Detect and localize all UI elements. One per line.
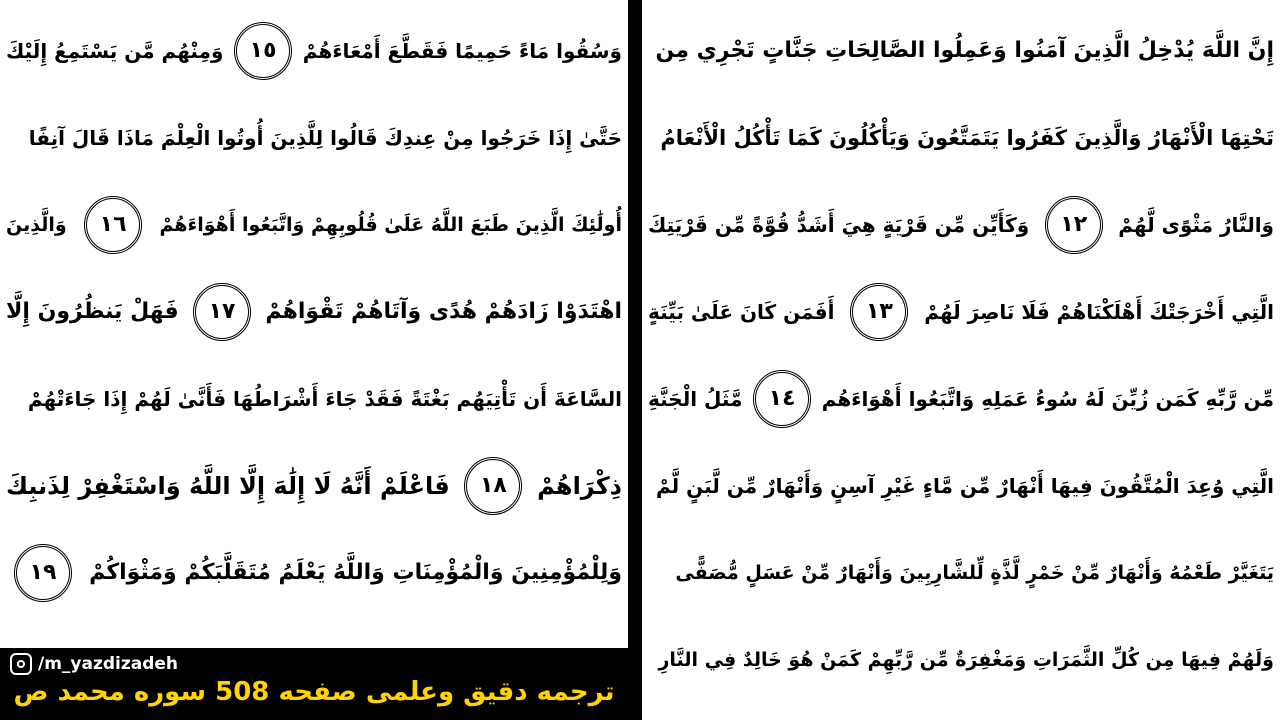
translation-caption: ترجمه دقیق وعلمی صفحه 508 سوره محمد ص [13, 677, 615, 707]
verse-line [6, 99, 622, 177]
verse-text: حَتَّىٰ إِذَا خَرَجُوا مِنْ عِندِكَ قَالُوا لِلَّذِينَ أُوتُوا الْعِلْمَ مَاذَا قَالَ آنِفًا [28, 126, 622, 150]
verse-text: أَفَمَن كَانَ عَلَىٰ بَيِّنَةٍ [648, 300, 835, 324]
verse-text: اهْتَدَوْا زَادَهُمْ هُدًى وَآتَاهُمْ تَقْوَاهُمْ [265, 299, 622, 324]
ayah-number-marker: ١٤ [753, 370, 811, 428]
ayah-number-marker: ١٣ [850, 283, 908, 341]
verse-line [6, 273, 622, 351]
verse-text: الَّتِي وُعِدَ الْمُتَّقُونَ فِيهَا أَنْهَارٌ مِّن مَّاءٍ غَيْرِ آسِنٍ وَأَنْهَارٌ مِّن لَّبَنٍ لَّمْ [655, 474, 1274, 498]
verse-line [6, 447, 622, 525]
verse-line [648, 273, 1274, 351]
verse-text: تَحْتِهَا الْأَنْهَارُ وَالَّذِينَ كَفَرُوا يَتَمَتَّعُونَ وَيَأْكُلُونَ كَمَا تَأْكُلُ الْأَنْعَامُ [660, 125, 1274, 150]
verse-text: إِنَّ اللَّهَ يُدْخِلُ الَّذِينَ آمَنُوا وَعَمِلُوا الصَّالِحَاتِ جَنَّاتٍ تَجْرِي مِن [655, 38, 1274, 63]
verse-text: ذِكْرَاهُمْ [537, 472, 622, 500]
quran-page-left [0, 0, 628, 648]
verse-line [648, 99, 1274, 177]
quran-page-right [642, 0, 1280, 720]
verse-line [6, 360, 622, 438]
verse-line [648, 447, 1274, 525]
verse-text: وَلَهُمْ فِيهَا مِن كُلِّ الثَّمَرَاتِ وَمَغْفِرَةٌ مِّن رَّبِّهِمْ كَمَنْ هُوَ خَالِدٌ فِي النَّارِ [658, 648, 1274, 671]
ayah-number-marker: ١٩ [14, 544, 72, 602]
verse-line [648, 12, 1274, 90]
verse-text: مِّن رَّبِّهِ كَمَن زُيِّنَ لَهُ سُوءُ عَمَلِهِ وَاتَّبَعُوا أَهْوَاءَهُم [821, 387, 1274, 411]
ayah-number-marker: ١٥ [234, 22, 292, 80]
verse-text: وَلِلْمُؤْمِنِينَ وَالْمُؤْمِنَاتِ وَاللَّهُ يَعْلَمُ مُتَقَلَّبَكُمْ وَمَثْوَاكُمْ [89, 560, 622, 585]
verse-text: وَمِنْهُم مَّن يَسْتَمِعُ إِلَيْكَ [6, 39, 224, 63]
ayah-number-marker: ١٨ [464, 457, 522, 515]
verse-text: الَّتِي أَخْرَجَتْكَ أَهْلَكْنَاهُمْ فَلَا نَاصِرَ لَهُمْ [924, 300, 1274, 324]
verse-text: وَالَّذِينَ [6, 213, 67, 236]
ayah-number-marker: ١٧ [193, 283, 251, 341]
verse-line [648, 534, 1274, 612]
verse-text: وَالنَّارُ مَثْوًى لَّهُمْ [1118, 213, 1274, 237]
verse-line [6, 186, 622, 264]
verse-text: فَهَلْ يَنظُرُونَ إِلَّا [6, 299, 179, 324]
ayah-number-marker: ١٦ [84, 196, 142, 254]
watermark-handle: /m_yazdizadeh [38, 654, 179, 674]
verse-text: أُولَٰئِكَ الَّذِينَ طَبَعَ اللَّهُ عَلَىٰ قُلُوبِهِمْ وَاتَّبَعُوا أَهْوَاءَهُمْ [159, 213, 622, 236]
verse-line [6, 534, 622, 612]
verse-line [648, 621, 1274, 699]
verse-line [648, 186, 1274, 264]
ayah-number-marker: ١٢ [1045, 196, 1103, 254]
verse-text: وَسُقُوا مَاءً حَمِيمًا فَقَطَّعَ أَمْعَاءَهُمْ [302, 39, 622, 63]
verse-line [648, 360, 1274, 438]
verse-line [6, 12, 622, 90]
verse-text: السَّاعَةَ أَن تَأْتِيَهُم بَغْتَةً فَقَدْ جَاءَ أَشْرَاطُهَا فَأَنَّىٰ لَهُمْ إِذَا جَاءَتْهُمْ [27, 387, 622, 411]
verse-text: فَاعْلَمْ أَنَّهُ لَا إِلَٰهَ إِلَّا اللَّهُ وَاسْتَغْفِرْ لِذَنبِكَ [6, 472, 450, 500]
verse-text: وَكَأَيِّن مِّن قَرْيَةٍ هِيَ أَشَدُّ قُوَّةً مِّن قَرْيَتِكَ [648, 213, 1030, 237]
verse-text: يَتَغَيَّرْ طَعْمُهُ وَأَنْهَارٌ مِّنْ خَمْرٍ لَّذَّةٍ لِّلشَّارِبِينَ وَأَنْهَارٌ مِّنْ عَسَلٍ مُّصَفًّى [675, 561, 1274, 584]
verse-text: مَّثَلُ الْجَنَّةِ [648, 387, 743, 411]
